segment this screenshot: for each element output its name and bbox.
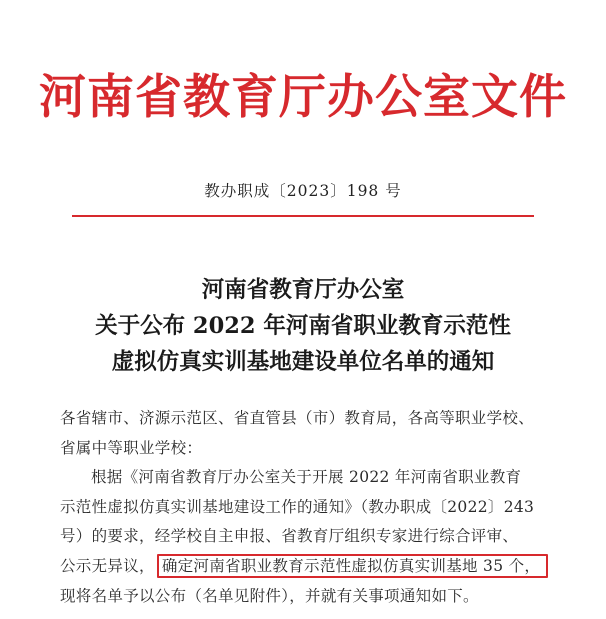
- notice-title-line-3: 虚拟仿真实训基地建设单位名单的通知: [111, 349, 495, 375]
- paragraph-line-3: 号）的要求，经学校自主申报、省教育厅组织专家进行综合评审、: [60, 527, 519, 546]
- highlighted-sentence: 确定河南省职业教育示范性虚拟仿真实训基地 35 个，: [157, 554, 548, 578]
- document-number: 教办职成〔2023〕198 号: [204, 182, 402, 200]
- notice-body: [60, 404, 556, 611]
- addressee-line-1: 各省辖市、济源示范区、省直管县（市）教育局，各高等职业学校、: [60, 409, 535, 427]
- notice-title-line-1: 河南省教育厅办公室: [201, 277, 405, 303]
- notice-title-line-2: 关于公布 2022 年河南省职业教育示范性: [95, 313, 511, 339]
- paragraph-line-4-prefix: 公示无异议，: [60, 556, 155, 575]
- document-header-title: 河南省教育厅办公室文件: [39, 70, 567, 125]
- paragraph-line-5: 现将名单予以公布（名单见附件），并就有关事项通知如下。: [60, 586, 479, 605]
- notice-title: [0, 272, 606, 380]
- red-divider-rule: [72, 215, 534, 217]
- paragraph-line-2: 示范性虚拟仿真实训基地建设工作的通知》（教办职成〔2022〕243: [60, 497, 535, 516]
- paragraph-line-1: 根据《河南省教育厅办公室关于开展 2022 年河南省职业教育: [91, 468, 522, 487]
- addressee-line-2: 省属中等职业学校：: [60, 438, 203, 457]
- paragraph-line-4: [60, 552, 556, 582]
